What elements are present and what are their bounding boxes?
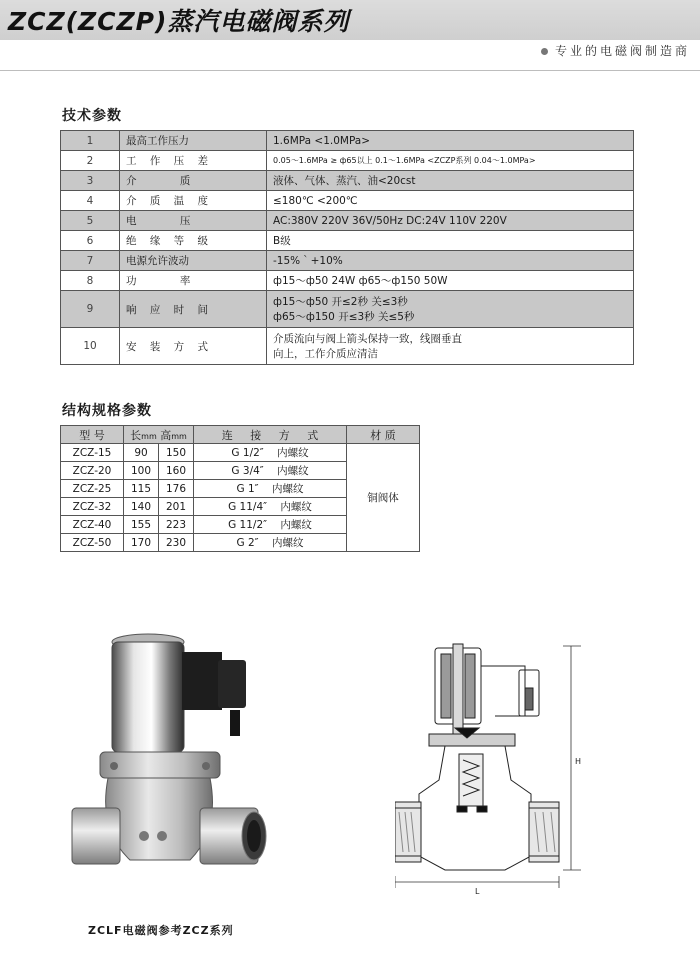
param-value: ф15～ф50 24W ф65～ф150 50W <box>267 271 634 291</box>
param-value-line: 介质流向与阀上箭头保持一致，线圈垂直 <box>273 333 462 345</box>
cell-length: 140 <box>124 498 159 516</box>
param-value: ≤180℃ <200℃ <box>267 191 634 211</box>
col-header-unit: mm <box>171 431 187 441</box>
param-name: 介 质 温 度 <box>120 191 267 211</box>
connection-thread: 内螺纹 <box>280 519 312 531</box>
dimension-h-label: H <box>575 757 582 766</box>
tech-params-title: 技术参数 <box>62 108 122 124</box>
photo-caption: ZCLF电磁阀参考ZCZ系列 <box>88 924 234 937</box>
spec-params-title: 结构规格参数 <box>62 403 152 419</box>
param-value-line: 向上，工作介质应清洁 <box>273 348 378 360</box>
table-row <box>61 231 634 251</box>
param-value: -15%｀+10% <box>267 251 634 271</box>
page-title: ZCZ(ZCZP)蒸汽电磁阀系列 <box>8 7 350 36</box>
cell-model: ZCZ-25 <box>61 480 124 498</box>
row-num: 3 <box>61 171 120 191</box>
connection-size: G 1″ <box>236 483 259 495</box>
row-num: 5 <box>61 211 120 231</box>
param-value: B级 <box>267 231 634 251</box>
connection-size: G 3/4″ <box>231 465 264 477</box>
cell-length: 115 <box>124 480 159 498</box>
cell-connection <box>194 516 347 534</box>
table-row <box>61 271 634 291</box>
table-header-row <box>61 426 420 444</box>
row-num: 2 <box>61 151 120 171</box>
cell-height: 176 <box>159 480 194 498</box>
row-num: 4 <box>61 191 120 211</box>
tech-params-table <box>60 130 634 365</box>
cell-model: ZCZ-40 <box>61 516 124 534</box>
cell-connection <box>194 534 347 552</box>
connection-thread: 内螺纹 <box>271 537 304 549</box>
row-num: 8 <box>61 271 120 291</box>
param-name: 最高工作压力 <box>120 131 267 151</box>
valve-photo <box>70 630 300 900</box>
param-name: 电源允许波动 <box>120 251 267 271</box>
cell-model: ZCZ-50 <box>61 534 124 552</box>
param-name: 介 质 <box>120 171 267 191</box>
cell-height: 160 <box>159 462 194 480</box>
spec-params-table <box>60 425 420 552</box>
header-divider <box>0 70 700 71</box>
param-value: 1.6MPa <1.0MPa> <box>267 131 634 151</box>
cell-height: 230 <box>159 534 194 552</box>
col-header-dimensions <box>124 426 194 444</box>
bullet-dot-icon <box>541 48 548 55</box>
valve-cross-section-drawing <box>395 630 595 900</box>
table-row <box>61 328 634 365</box>
param-name: 工 作 压 差 <box>120 151 267 171</box>
param-value <box>267 328 634 365</box>
table-row <box>61 291 634 328</box>
cell-length: 90 <box>124 444 159 462</box>
cell-length: 100 <box>124 462 159 480</box>
cell-height: 201 <box>159 498 194 516</box>
cell-material: 铜阀体 <box>347 444 420 552</box>
param-value: 液体、气体、蒸汽、油<20cst <box>267 171 634 191</box>
table-row <box>61 444 420 462</box>
connection-thread: 内螺纹 <box>280 501 312 513</box>
tagline <box>541 42 690 59</box>
param-value <box>267 291 634 328</box>
connection-size: G 11/4″ <box>228 501 268 513</box>
table-row <box>61 211 634 231</box>
connection-size: G 11/2″ <box>228 519 268 531</box>
row-num: 6 <box>61 231 120 251</box>
param-name: 安 装 方 式 <box>120 328 267 365</box>
cell-length: 155 <box>124 516 159 534</box>
col-header-unit: mm <box>141 431 157 441</box>
col-header-model: 型 号 <box>61 426 124 444</box>
param-name: 电 压 <box>120 211 267 231</box>
cell-connection <box>194 444 347 462</box>
connection-thread: 内螺纹 <box>277 465 309 477</box>
table-row <box>61 171 634 191</box>
col-header-connection: 连 接 方 式 <box>194 426 347 444</box>
table-row <box>61 151 634 171</box>
table-row <box>61 131 634 151</box>
connection-size: G 2″ <box>236 537 259 549</box>
cell-model: ZCZ-20 <box>61 462 124 480</box>
col-header-length: 长 <box>130 428 142 442</box>
table-row <box>61 191 634 211</box>
param-value-line: ф15～ф50 开≤2秒 关≤3秒 <box>273 296 408 308</box>
cell-connection <box>194 498 347 516</box>
connection-thread: 内螺纹 <box>271 483 304 495</box>
connection-thread: 内螺纹 <box>277 447 309 459</box>
row-num: 1 <box>61 131 120 151</box>
param-value: 0.05～1.6MPa ≥ ф65以上 0.1～1.6MPa <ZCZP系列 0.04～1.0MPa> <box>267 151 634 171</box>
param-name: 响 应 时 间 <box>120 291 267 328</box>
cell-model: ZCZ-15 <box>61 444 124 462</box>
table-row <box>61 251 634 271</box>
cell-model: ZCZ-32 <box>61 498 124 516</box>
col-header-height: 高 <box>160 428 172 442</box>
cell-length: 170 <box>124 534 159 552</box>
cell-connection <box>194 462 347 480</box>
param-value: AC:380V 220V 36V/50Hz DC:24V 110V 220V <box>267 211 634 231</box>
row-num: 9 <box>61 291 120 328</box>
cell-connection <box>194 480 347 498</box>
row-num: 10 <box>61 328 120 365</box>
param-name: 绝 缘 等 级 <box>120 231 267 251</box>
row-num: 7 <box>61 251 120 271</box>
col-header-material: 材 质 <box>347 426 420 444</box>
param-value-line: ф65～ф150 开≤3秒 关≤5秒 <box>273 311 415 323</box>
connection-size: G 1/2″ <box>231 447 264 459</box>
cell-height: 223 <box>159 516 194 534</box>
cell-height: 150 <box>159 444 194 462</box>
dimension-l-label: L <box>475 887 480 896</box>
param-name: 功 率 <box>120 271 267 291</box>
tagline-text: 专业的电磁阀制造商 <box>554 44 690 58</box>
